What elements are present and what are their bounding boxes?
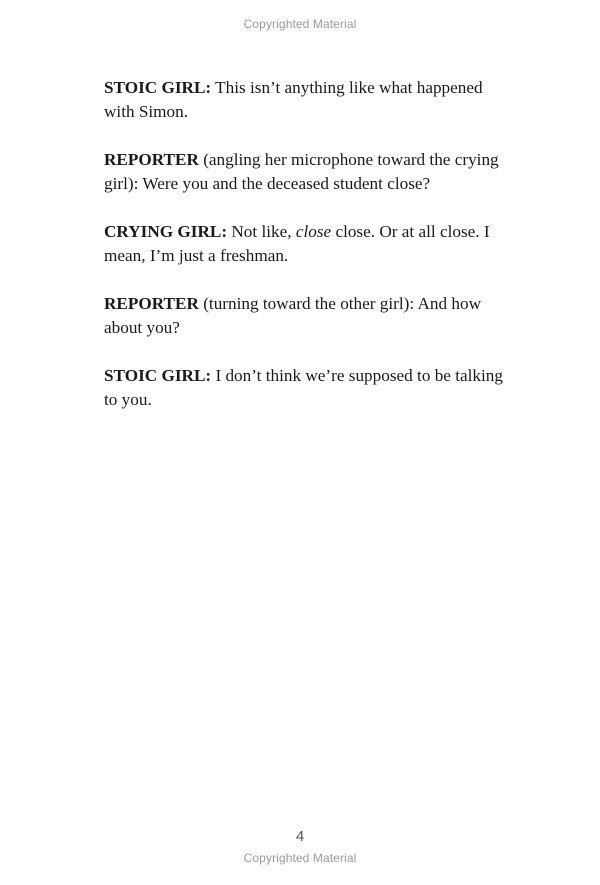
paragraph [104, 76, 504, 124]
speaker-name: STOIC GIRL: [104, 78, 212, 97]
emphasized-text: close [295, 222, 332, 241]
dialogue-text: (angling her microphone toward the crying girl): Were you and the deceased student close? [104, 150, 499, 193]
speaker-name: REPORTER [104, 150, 199, 169]
speaker-name: STOIC GIRL: [104, 366, 212, 385]
dialogue-text: Not like, [227, 222, 296, 241]
copyright-watermark-top: Copyrighted Material [243, 17, 357, 31]
dialogue-text: This isn’t anything like what happened with Simon. [104, 78, 483, 121]
paragraph [104, 292, 504, 340]
dialogue-text: I don’t think we’re supposed to be talking to you. [104, 366, 503, 409]
page-body [104, 76, 504, 436]
paragraph [104, 220, 504, 268]
speaker-name: CRYING GIRL: [104, 222, 228, 241]
dialogue-text: (turning toward the other girl): And how about you? [104, 294, 482, 337]
page-number: 4 [295, 828, 305, 845]
paragraph [104, 364, 504, 412]
dialogue-text: close. Or at all close. I mean, I’m just a freshman. [104, 222, 490, 265]
speaker-name: REPORTER [104, 294, 199, 313]
copyright-watermark-bottom: Copyrighted Material [243, 851, 357, 865]
paragraph [104, 148, 504, 196]
